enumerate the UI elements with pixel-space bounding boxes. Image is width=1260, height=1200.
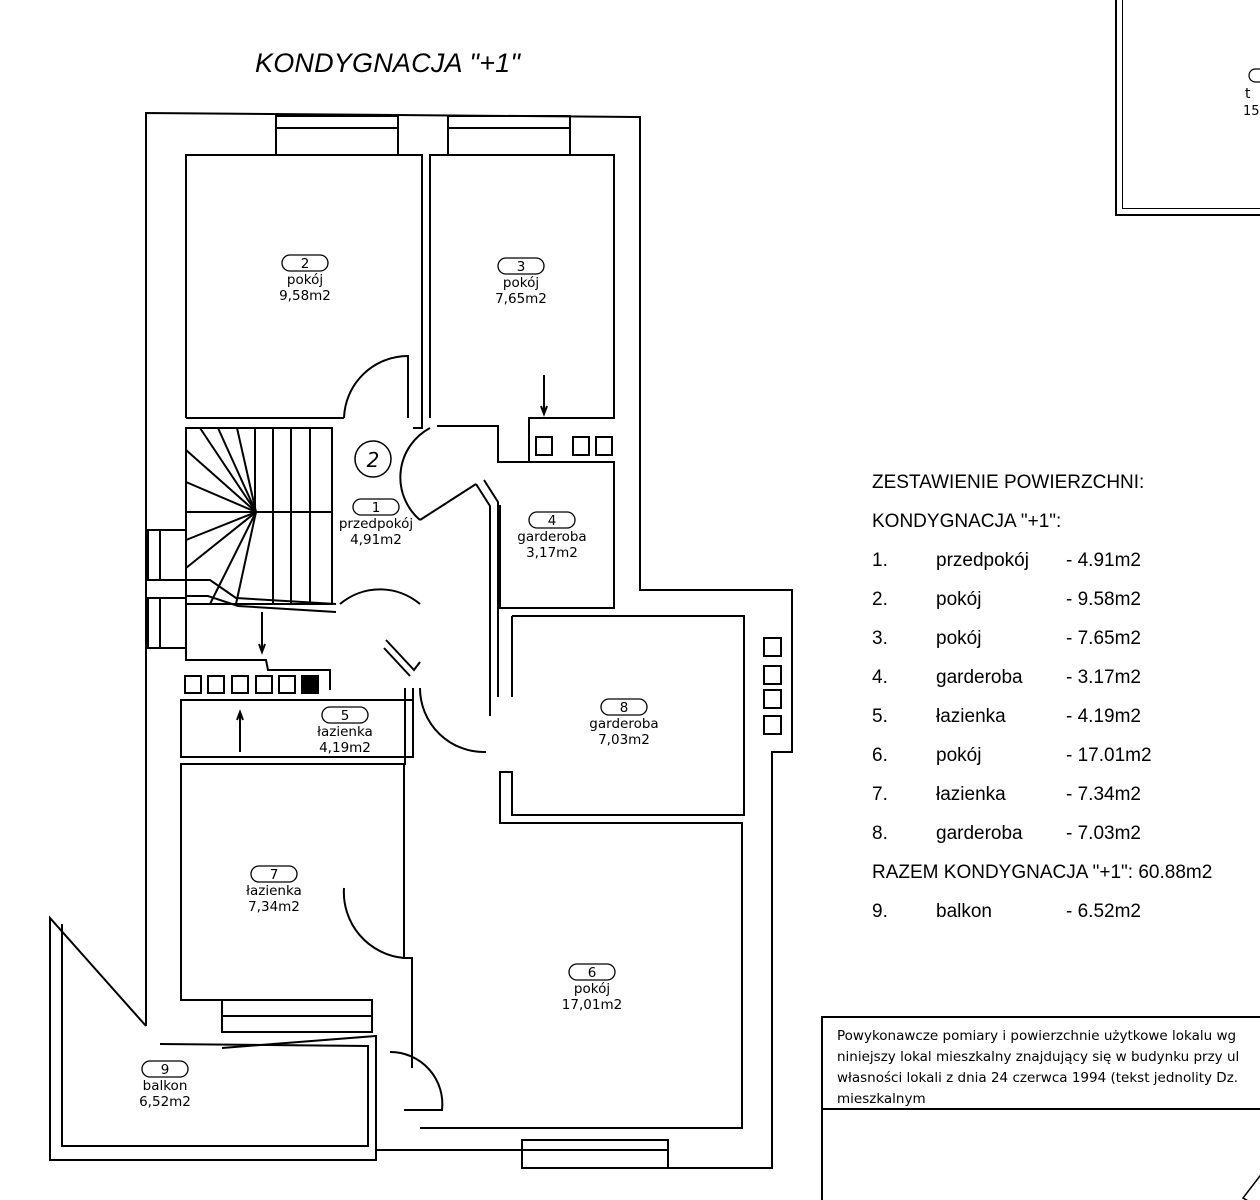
room-name: pokój <box>286 272 324 288</box>
summary-row-name: pokój <box>936 745 982 766</box>
summary-row <box>872 821 1212 860</box>
room-label <box>517 512 586 561</box>
vent-8 <box>185 676 201 693</box>
room-area: 9,58m2 <box>279 288 331 304</box>
room-label <box>279 255 331 304</box>
vent-3 <box>596 437 612 455</box>
summary-row-name: przedpokój <box>936 550 1029 571</box>
room-num: 7 <box>269 867 279 883</box>
summary-row-area: - 7.03m2 <box>1066 823 1141 844</box>
room-label <box>139 1061 191 1110</box>
area-summary <box>872 470 1212 938</box>
survey-note <box>821 1016 1260 1200</box>
vent-5 <box>764 666 781 684</box>
vent-10 <box>232 676 248 693</box>
summary-row-area: - 4.19m2 <box>1066 706 1141 727</box>
summary-row-num: 2. <box>872 589 888 610</box>
summary-total: RAZEM KONDYGNACJA "+1": 60.88m2 <box>872 862 1213 883</box>
door-balcony <box>390 1052 442 1110</box>
room-area: 3,17m2 <box>526 545 578 561</box>
door-room-2 <box>344 356 408 418</box>
room-area: 4,91m2 <box>350 532 402 548</box>
room-area: 6,52m2 <box>139 1094 191 1110</box>
room-num: 5 <box>340 708 350 724</box>
summary-row-balcony <box>872 899 1212 938</box>
corner-text-2: 15 <box>1243 104 1260 119</box>
room-label <box>589 699 658 748</box>
room-name: łazienka <box>246 883 302 899</box>
room-label <box>317 707 373 756</box>
room-num: 6 <box>587 965 597 981</box>
summary-row-name: garderoba <box>936 823 1023 844</box>
summary-row-area: - 7.65m2 <box>1066 628 1141 649</box>
room-num: 2 <box>300 256 310 272</box>
note-line-2: niniejszy lokal mieszkalny znajdujący się w budynku przy ul <box>837 1049 1240 1065</box>
summary-heading: ZESTAWIENIE POWIERZCHNI: <box>872 472 1145 493</box>
summary-row-num: 1. <box>872 550 888 571</box>
neighbor-plan-fragment <box>1115 0 1260 216</box>
vent-11 <box>256 676 272 693</box>
room-3-outline <box>430 155 614 462</box>
door-corridor <box>420 484 476 520</box>
summary-row-num: 9. <box>872 901 888 922</box>
summary-row <box>872 704 1212 743</box>
room-area: 4,19m2 <box>319 740 371 756</box>
summary-row-name: pokój <box>936 628 982 649</box>
note-line-1: Powykonawcze pomiary i powierzchnie użytkowe lokalu wg <box>837 1028 1237 1044</box>
vent-13 <box>302 676 318 693</box>
note-line-4: mieszkalnym <box>837 1091 926 1107</box>
room-label <box>495 258 547 307</box>
room-name: łazienka <box>317 724 373 740</box>
summary-row-name: balkon <box>936 901 992 922</box>
room-num: 8 <box>619 700 629 716</box>
plan-title: KONDYGNACJA "+1" <box>255 48 521 78</box>
window-left-2 <box>148 598 186 648</box>
room-label <box>246 866 302 915</box>
summary-row-name: pokój <box>936 589 982 610</box>
vent-4 <box>764 638 781 656</box>
summary-subheading: KONDYGNACJA "+1": <box>872 511 1062 532</box>
room-label <box>339 499 413 548</box>
summary-row <box>872 626 1212 665</box>
room-num: 9 <box>160 1062 170 1078</box>
room-area: 7,65m2 <box>495 291 547 307</box>
vent-1 <box>536 437 552 455</box>
room-area: 7,34m2 <box>248 899 300 915</box>
room-area: 7,03m2 <box>598 732 650 748</box>
summary-row <box>872 548 1212 587</box>
room-8-outline <box>420 616 744 1128</box>
window-room-6 <box>522 1140 668 1168</box>
corridor-wall <box>476 484 490 716</box>
summary-row-num: 4. <box>872 667 888 688</box>
summary-row-num: 3. <box>872 628 888 649</box>
summary-row-area: - 7.34m2 <box>1066 784 1141 805</box>
summary-row-area: - 3.17m2 <box>1066 667 1141 688</box>
summary-row-name: łazienka <box>936 784 1006 805</box>
summary-row <box>872 743 1212 782</box>
summary-row-area: - 17.01m2 <box>1066 745 1152 766</box>
summary-row-area: - 4.91m2 <box>1066 550 1141 571</box>
room-name: przedpokój <box>338 516 414 532</box>
room-area: 17,01m2 <box>561 997 623 1013</box>
summary-row <box>872 782 1212 821</box>
vent-2 <box>573 437 589 455</box>
window-left-1 <box>148 530 186 580</box>
summary-row-area: - 9.58m2 <box>1066 589 1141 610</box>
summary-row-name: łazienka <box>936 706 1006 727</box>
staircase <box>186 428 332 604</box>
room-name: pokój <box>573 981 611 997</box>
summary-row-name: garderoba <box>936 667 1023 688</box>
room-num: 4 <box>547 513 557 529</box>
vent-12 <box>279 676 295 693</box>
vent-6 <box>764 690 781 708</box>
summary-row <box>872 665 1212 704</box>
summary-row-area: - 6.52m2 <box>1066 901 1141 922</box>
summary-row-num: 7. <box>872 784 888 805</box>
summary-row-num: 6. <box>872 745 888 766</box>
window-top-right <box>448 116 570 155</box>
door-room-6 <box>420 688 486 752</box>
summary-row <box>872 587 1212 626</box>
room-name: pokój <box>502 275 540 291</box>
corner-text-1: t <box>1245 86 1251 102</box>
room-name: balkon <box>142 1078 188 1094</box>
summary-row-num: 5. <box>872 706 888 727</box>
note-line-3: własności lokali z dnia 24 czerwca 1994 (tekst jednolity Dz. <box>837 1070 1239 1086</box>
door-bath-7 <box>344 888 404 958</box>
door-room-3 <box>400 428 430 520</box>
balcony-outline <box>50 918 376 1160</box>
room-name: garderoba <box>589 716 659 732</box>
vent-7 <box>764 716 781 734</box>
stair-mark: 2 <box>366 448 380 472</box>
window-top-left <box>276 116 398 155</box>
room-num: 1 <box>371 500 381 516</box>
note-lower-box <box>823 1108 1260 1200</box>
room-name: garderoba <box>517 529 587 545</box>
door-bath-5 <box>340 589 420 604</box>
outer-wall-outline <box>146 113 792 1168</box>
room-label <box>562 964 622 1013</box>
vent-9 <box>208 676 224 693</box>
summary-row-num: 8. <box>872 823 888 844</box>
room-num: 3 <box>516 259 526 275</box>
